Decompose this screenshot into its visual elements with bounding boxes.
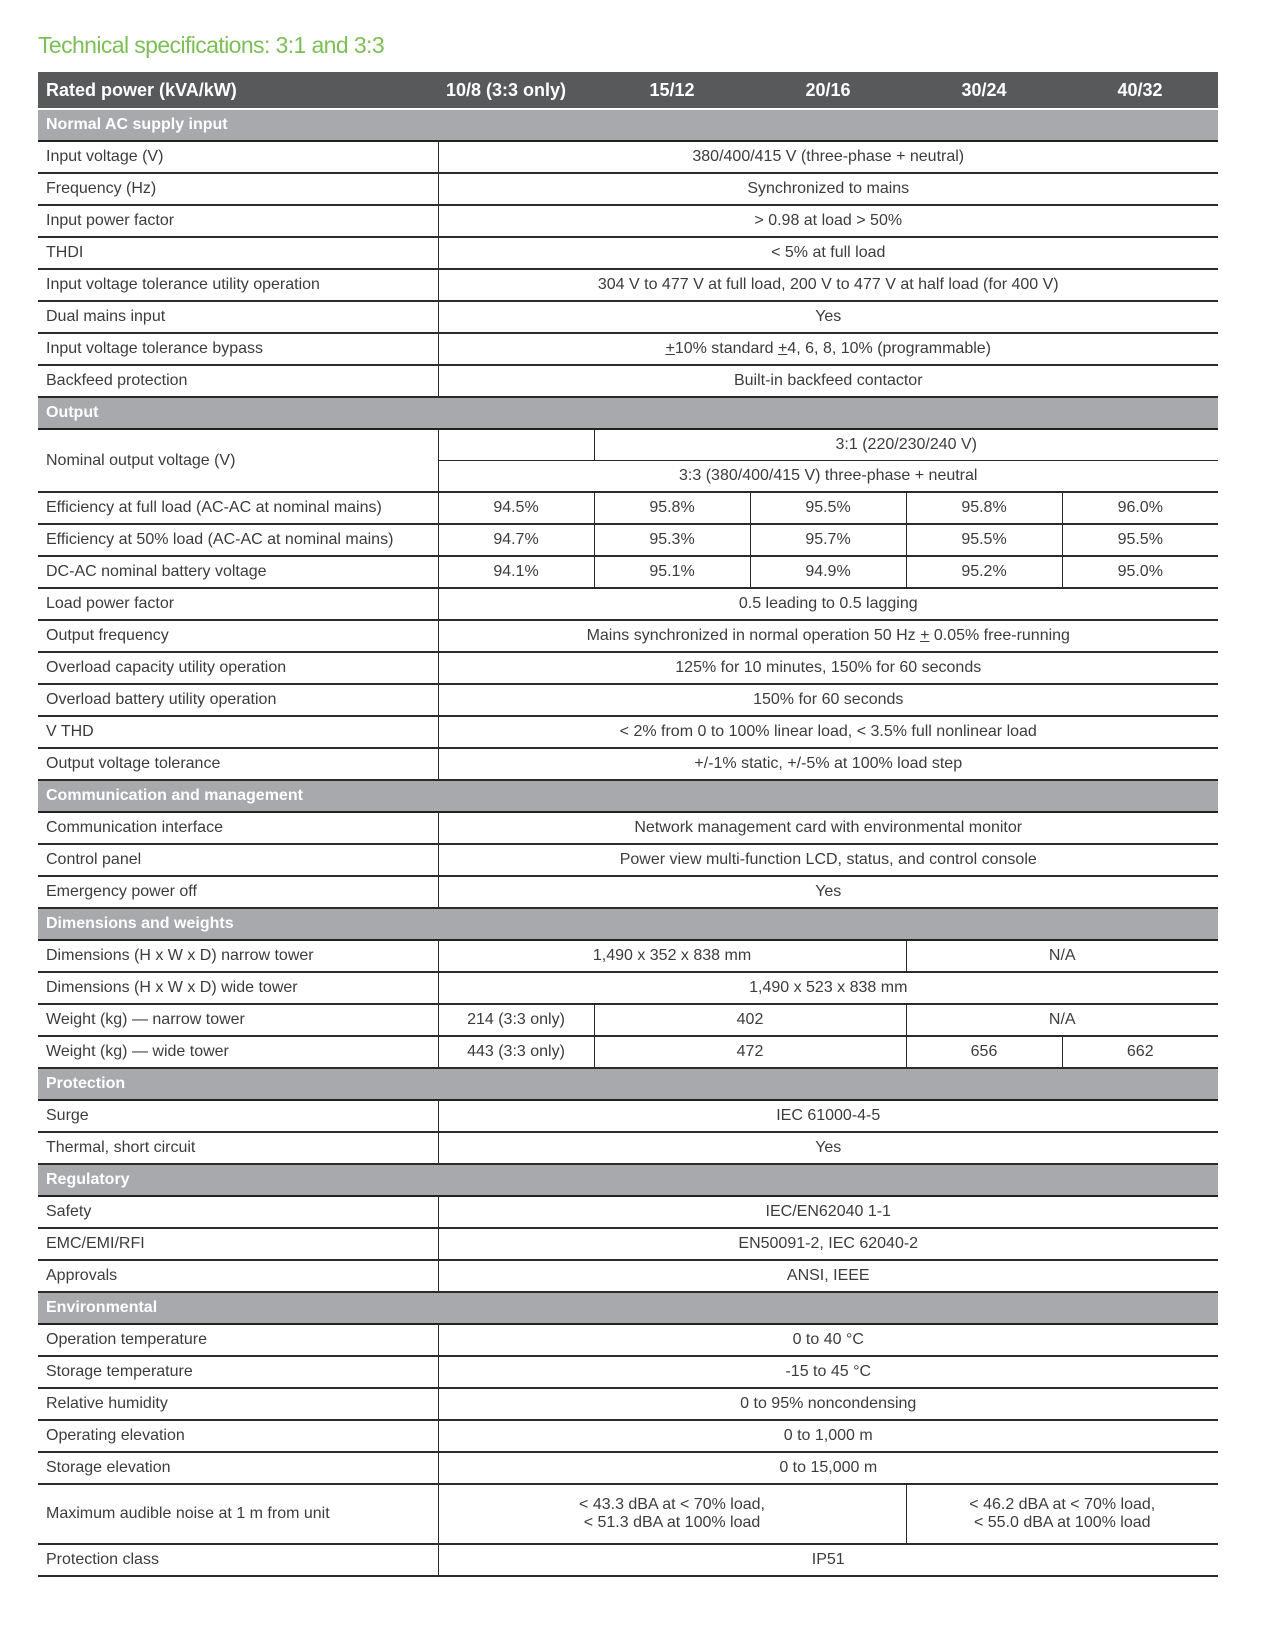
- row-value: Network management card with environmental monitor: [438, 812, 1218, 844]
- header-col-20-16: 20/16: [750, 72, 906, 109]
- plus-minus-sign: +: [920, 627, 930, 644]
- table-row: [38, 1036, 1218, 1068]
- row-label: Control panel: [38, 844, 438, 876]
- table-row: [38, 365, 1218, 397]
- table-row: [38, 1356, 1218, 1388]
- row-value: 95.3%: [594, 524, 750, 556]
- header-col-15-12: 15/12: [594, 72, 750, 109]
- table-row: [38, 620, 1218, 652]
- row-label: Input voltage tolerance bypass: [38, 333, 438, 365]
- header-rated-power: Rated power (kVA/kW): [38, 72, 438, 109]
- value-line: < 55.0 dBA at 100% load: [973, 1514, 1151, 1531]
- row-value: 95.7%: [750, 524, 906, 556]
- section-header: [38, 1068, 1218, 1100]
- row-value: 472: [594, 1036, 906, 1068]
- row-value: Built-in backfeed contactor: [438, 365, 1218, 397]
- table-row: [38, 652, 1218, 684]
- row-label: Input voltage tolerance utility operation: [38, 269, 438, 301]
- row-label: Dimensions (H x W x D) wide tower: [38, 972, 438, 1004]
- row-value: Power view multi-function LCD, status, and control console: [438, 844, 1218, 876]
- row-value: 95.5%: [750, 492, 906, 524]
- plus-minus-sign: +: [778, 340, 788, 357]
- row-label: Emergency power off: [38, 876, 438, 908]
- row-value: 0 to 95% noncondensing: [438, 1388, 1218, 1420]
- spec-table: [38, 72, 1218, 1577]
- table-row: [38, 684, 1218, 716]
- table-row: [38, 556, 1218, 588]
- row-value: N/A: [906, 1004, 1218, 1036]
- header-col-30-24: 30/24: [906, 72, 1062, 109]
- row-label: Overload capacity utility operation: [38, 652, 438, 684]
- table-row: [38, 269, 1218, 301]
- row-value: EN50091-2, IEC 62040-2: [438, 1228, 1218, 1260]
- row-label: Load power factor: [38, 588, 438, 620]
- row-label: Input power factor: [38, 205, 438, 237]
- row-value: 95.8%: [906, 492, 1062, 524]
- row-label: Weight (kg) — narrow tower: [38, 1004, 438, 1036]
- row-label: DC-AC nominal battery voltage: [38, 556, 438, 588]
- value-line: < 46.2 dBA at < 70% load,: [969, 1496, 1156, 1513]
- row-label: THDI: [38, 237, 438, 269]
- table-row: [38, 716, 1218, 748]
- table-row: [38, 429, 1218, 461]
- header-row: [38, 72, 1218, 109]
- table-row: [38, 141, 1218, 173]
- table-row: [38, 812, 1218, 844]
- row-label: Relative humidity: [38, 1388, 438, 1420]
- section-title: Output: [38, 397, 1218, 429]
- row-value: 1,490 x 352 x 838 mm: [438, 940, 906, 972]
- section-header: [38, 780, 1218, 812]
- row-value: < 2% from 0 to 100% linear load, < 3.5% full nonlinear load: [438, 716, 1218, 748]
- row-value: 94.9%: [750, 556, 906, 588]
- row-value: 94.5%: [438, 492, 594, 524]
- section-header: [38, 397, 1218, 429]
- row-label: Efficiency at 50% load (AC-AC at nominal mains): [38, 524, 438, 556]
- row-label: Output frequency: [38, 620, 438, 652]
- table-row: [38, 492, 1218, 524]
- row-value: ANSI, IEEE: [438, 1260, 1218, 1292]
- table-row: [38, 748, 1218, 780]
- row-value: 662: [1062, 1036, 1218, 1068]
- row-label: Dimensions (H x W x D) narrow tower: [38, 940, 438, 972]
- row-label: Maximum audible noise at 1 m from unit: [38, 1484, 438, 1544]
- row-value: IEC 61000-4-5: [438, 1100, 1218, 1132]
- row-value: 95.5%: [1062, 524, 1218, 556]
- section-header: [38, 1292, 1218, 1324]
- table-row: [38, 1452, 1218, 1484]
- header-col-10-8: 10/8 (3:3 only): [438, 72, 594, 109]
- row-label: Efficiency at full load (AC-AC at nominal mains): [38, 492, 438, 524]
- row-label: V THD: [38, 716, 438, 748]
- row-value: 0 to 1,000 m: [438, 1420, 1218, 1452]
- row-value: 0 to 40 °C: [438, 1324, 1218, 1356]
- row-value: 380/400/415 V (three-phase + neutral): [438, 141, 1218, 173]
- row-value: IP51: [438, 1544, 1218, 1576]
- row-value: -15 to 45 °C: [438, 1356, 1218, 1388]
- section-title: Communication and management: [38, 780, 1218, 812]
- section-title: Dimensions and weights: [38, 908, 1218, 940]
- table-row: [38, 1132, 1218, 1164]
- row-value: 95.2%: [906, 556, 1062, 588]
- row-label: Output voltage tolerance: [38, 748, 438, 780]
- table-row: [38, 1228, 1218, 1260]
- table-row: [38, 524, 1218, 556]
- row-label: Frequency (Hz): [38, 173, 438, 205]
- row-value: 3:3 (380/400/415 V) three-phase + neutral: [438, 461, 1218, 493]
- row-label: Backfeed protection: [38, 365, 438, 397]
- table-row: [38, 173, 1218, 205]
- section-title: Environmental: [38, 1292, 1218, 1324]
- header-col-40-32: 40/32: [1062, 72, 1218, 109]
- value-text: 0.05% free-running: [929, 627, 1070, 644]
- row-value: 94.1%: [438, 556, 594, 588]
- row-value: 0 to 15,000 m: [438, 1452, 1218, 1484]
- row-value: 95.1%: [594, 556, 750, 588]
- row-value: Yes: [438, 876, 1218, 908]
- row-label: EMC/EMI/RFI: [38, 1228, 438, 1260]
- row-value: 95.0%: [1062, 556, 1218, 588]
- plus-minus-sign: +: [665, 340, 675, 357]
- row-label: Operation temperature: [38, 1324, 438, 1356]
- row-value: [906, 1484, 1218, 1544]
- row-label: Input voltage (V): [38, 141, 438, 173]
- row-value: 304 V to 477 V at full load, 200 V to 477 V at half load (for 400 V): [438, 269, 1218, 301]
- section-header: [38, 109, 1218, 141]
- row-value: < 5% at full load: [438, 237, 1218, 269]
- row-label: Operating elevation: [38, 1420, 438, 1452]
- row-label: Approvals: [38, 1260, 438, 1292]
- row-value: 125% for 10 minutes, 150% for 60 seconds: [438, 652, 1218, 684]
- row-label: Safety: [38, 1196, 438, 1228]
- row-value: [438, 1484, 906, 1544]
- row-label: Communication interface: [38, 812, 438, 844]
- value-line: < 51.3 dBA at 100% load: [583, 1514, 761, 1531]
- row-label: Protection class: [38, 1544, 438, 1576]
- row-value: 95.5%: [906, 524, 1062, 556]
- row-value: +/-1% static, +/-5% at 100% load step: [438, 748, 1218, 780]
- table-row: [38, 1004, 1218, 1036]
- row-label: Storage temperature: [38, 1356, 438, 1388]
- row-value: Yes: [438, 301, 1218, 333]
- row-value: 402: [594, 1004, 906, 1036]
- row-label: Overload battery utility operation: [38, 684, 438, 716]
- row-value: 95.8%: [594, 492, 750, 524]
- table-row: [38, 940, 1218, 972]
- row-value: Yes: [438, 1132, 1218, 1164]
- table-row: [38, 1420, 1218, 1452]
- page-title: Technical specifications: 3:1 and 3:3: [38, 32, 385, 58]
- table-row: [38, 1544, 1218, 1576]
- value-text: 10% standard: [674, 340, 779, 357]
- row-value: 0.5 leading to 0.5 lagging: [438, 588, 1218, 620]
- value-text: 4, 6, 8, 10% (programmable): [787, 340, 992, 357]
- row-value: 443 (3:3 only): [438, 1036, 594, 1068]
- row-value: 214 (3:3 only): [438, 1004, 594, 1036]
- section-title: Regulatory: [38, 1164, 1218, 1196]
- table-row: [38, 301, 1218, 333]
- table-row: [38, 1196, 1218, 1228]
- table-row: [38, 1260, 1218, 1292]
- value-text: Mains synchronized in normal operation 50 Hz: [586, 627, 921, 644]
- row-label: Weight (kg) — wide tower: [38, 1036, 438, 1068]
- table-row: [38, 844, 1218, 876]
- table-row: [38, 972, 1218, 1004]
- table-row: [38, 1100, 1218, 1132]
- row-value: 656: [906, 1036, 1062, 1068]
- row-value: 150% for 60 seconds: [438, 684, 1218, 716]
- row-value: > 0.98 at load > 50%: [438, 205, 1218, 237]
- table-row: [38, 237, 1218, 269]
- section-title: Normal AC supply input: [38, 109, 1218, 141]
- row-label: Thermal, short circuit: [38, 1132, 438, 1164]
- row-value: IEC/EN62040 1-1: [438, 1196, 1218, 1228]
- row-value: 3:1 (220/230/240 V): [594, 429, 1218, 461]
- row-value-empty: [438, 429, 594, 461]
- table-row: [38, 1388, 1218, 1420]
- table-row: [38, 588, 1218, 620]
- table-row: [38, 1324, 1218, 1356]
- value-line: < 43.3 dBA at < 70% load,: [579, 1496, 765, 1513]
- row-value: 94.7%: [438, 524, 594, 556]
- table-row: [38, 876, 1218, 908]
- row-value: Synchronized to mains: [438, 173, 1218, 205]
- row-value: [438, 620, 1218, 652]
- row-label: Surge: [38, 1100, 438, 1132]
- row-value: 96.0%: [1062, 492, 1218, 524]
- table-row: [38, 1484, 1218, 1544]
- row-label: Storage elevation: [38, 1452, 438, 1484]
- section-header: [38, 908, 1218, 940]
- table-row: [38, 333, 1218, 365]
- row-value: 1,490 x 523 x 838 mm: [438, 972, 1218, 1004]
- row-value: N/A: [906, 940, 1218, 972]
- table-row: [38, 205, 1218, 237]
- row-label: Dual mains input: [38, 301, 438, 333]
- row-value: [438, 333, 1218, 365]
- row-label: Nominal output voltage (V): [38, 429, 438, 492]
- section-title: Protection: [38, 1068, 1218, 1100]
- section-header: [38, 1164, 1218, 1196]
